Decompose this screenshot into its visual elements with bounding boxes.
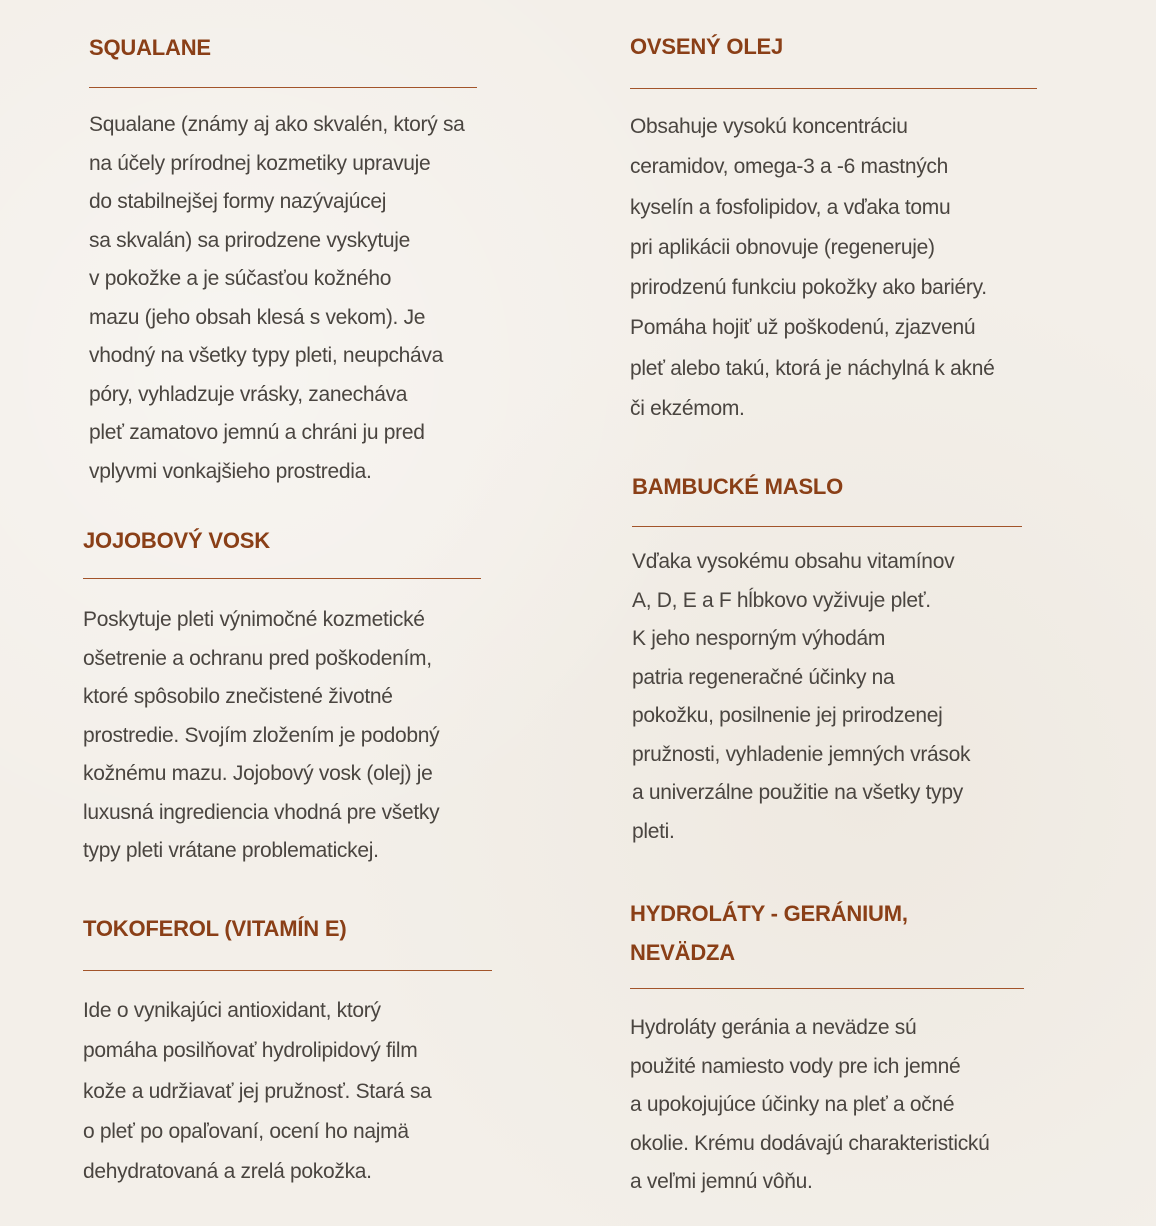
ingredient-jojoba-wax bbox=[83, 521, 503, 871]
ingredient-title: TOKOFEROL (VITAMÍN E) bbox=[83, 916, 347, 941]
ingredient-description: Squalane (známy aj ako skvalén, ktorý sa na účely prírodnej kozmetiky upravuje do stabilnejšej formy nazývajúcej sa skvalán) sa prirodzene vyskytuje v pokožke a je súčasťou kožného mazu (jeho obsah klesá s vekom). Je vhodný na všetky typy pleti, neupcháva póry, vyhladzuje vrásky, zanecháva pleť zamatovo jemnú a chráni ju pred vplyvmi vonkajšieho prostredia. bbox=[89, 113, 465, 483]
ingredient-title: BAMBUCKÉ MASLO bbox=[632, 474, 844, 499]
divider bbox=[89, 87, 477, 88]
ingredient-description: Poskytuje pleti výnimočné kozmetické ošetrenie a ochranu pred poškodením, ktoré spôsobilo znečistené životné prostredie. Svojím zložením je podobný kožnému mazu. Jojobový vosk (olej) je luxusná ingrediencia vhodná pre všetky typy pleti vrátane problematickej. bbox=[83, 608, 440, 862]
divider bbox=[83, 578, 481, 579]
ingredient-title: OVSENÝ OLEJ bbox=[630, 34, 784, 59]
ingredient-hydrolates bbox=[630, 894, 1050, 1202]
ingredient-oat-oil bbox=[630, 27, 1060, 429]
divider bbox=[630, 988, 1024, 989]
ingredient-title: JOJOBOVÝ VOSK bbox=[83, 528, 270, 553]
divider bbox=[83, 970, 492, 971]
ingredient-description: Ide o vynikajúci antioxidant, ktorý pomáha posilňovať hydrolipidový film kože a udržiavať jej pružnosť. Stará sa o pleť po opaľovaní, ocení ho najmä dehydratovaná a zrelá pokožka. bbox=[83, 999, 432, 1184]
ingredient-description: Hydroláty geránia a nevädze sú použité namiesto vody pre ich jemné a upokojujúce účinky na pleť a očné okolie. Krému dodávajú charakteristickú a veľmi jemnú vôňu. bbox=[630, 1016, 990, 1193]
ingredient-title: HYDROLÁTY - GERÁNIUM, NEVÄDZA bbox=[630, 901, 908, 965]
ingredient-description: Vďaka vysokému obsahu vitamínov A, D, E a F hĺbkovo vyživuje pleť. K jeho nesporným výhodám patria regeneračné účinky na pokožku, posilnenie jej prirodzenej pružnosti, vyhladenie jemných vrások a univerzálne použitie na všetky typy pleti. bbox=[632, 550, 971, 843]
ingredient-tocopherol bbox=[83, 909, 523, 1192]
divider bbox=[630, 88, 1037, 89]
ingredient-title: SQUALANE bbox=[89, 35, 211, 60]
ingredient-shea-butter bbox=[632, 467, 1052, 851]
ingredient-description: Obsahuje vysokú koncentráciu ceramidov, omega-3 a -6 mastných kyselín a fosfolipidov, a vďaka tomu pri aplikácii obnovuje (regeneruje) prirodzenú funkciu pokožky ako bariéry. Pomáha hojiť už poškodenú, zjazvenú pleť alebo takú, ktorá je náchylná k akné či ekzémom. bbox=[630, 115, 995, 421]
divider bbox=[632, 526, 1022, 527]
ingredient-squalane bbox=[89, 28, 509, 491]
